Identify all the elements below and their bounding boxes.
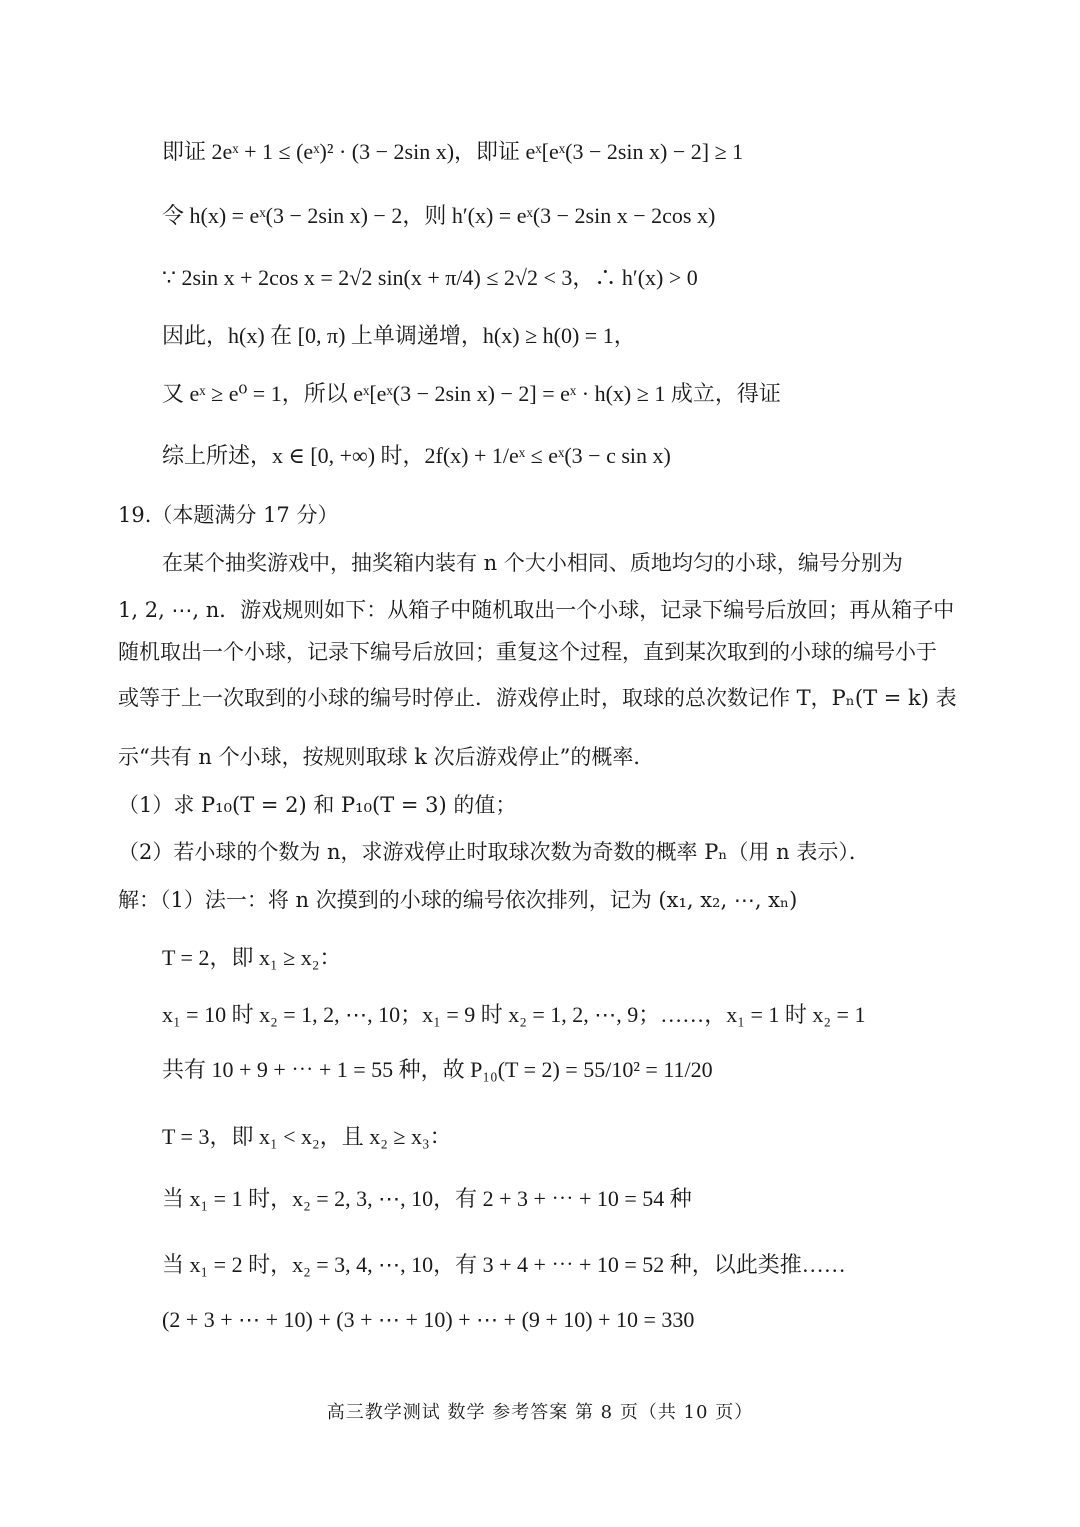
problem-text-2: 1, 2, ⋯, n．游戏规则如下：从箱子中随机取出一个小球，记录下编号后放回；再从箱子中	[118, 598, 955, 622]
problem-text-5: 示“共有 n 个小球，按规则取球 k 次后游戏停止”的概率．	[118, 745, 655, 769]
solution-t3-sum: (2 + 3 + ⋯ + 10) + (3 + ⋯ + 10) + ⋯ + (9 + 10) + 10 = 330	[162, 1307, 695, 1332]
solution-t2-result: 共有 10 + 9 + ⋯ + 1 = 55 种，故 P₁₀(T = 2) = 55/10² = 11/20	[162, 1057, 713, 1082]
proof-line-1: 即证 2eˣ + 1 ≤ (eˣ)² · (3 − 2sin x)，即证 eˣ[eˣ(3 − 2sin x) − 2] ≥ 1	[162, 139, 744, 164]
problem-text-1: 在某个抽奖游戏中，抽奖箱内装有 n 个大小相同、质地均匀的小球，编号分别为	[162, 551, 903, 575]
solution-t3-x1-2: 当 x₁ = 2 时，x₂ = 3, 4, ⋯, 10，有 3 + 4 + ⋯ + 10 = 52 种，以此类推……	[162, 1252, 846, 1277]
page-footer: 高三教学测试 数学 参考答案 第 8 页（共 10 页）	[326, 1402, 754, 1423]
problem-text-3: 随机取出一个小球，记录下编号后放回；重复这个过程，直到某次取到的小球的编号小于	[118, 640, 937, 664]
sub-question-1: （1）求 P₁₀(T = 2) 和 P₁₀(T = 3) 的值；	[118, 793, 517, 817]
proof-line-3: ∵ 2sin x + 2cos x = 2√2 sin(x + π/4) ≤ 2√2 < 3，∴ h′(x) > 0	[162, 265, 698, 290]
sub-question-2: （2）若小球的个数为 n，求游戏停止时取球次数为奇数的概率 Pₙ（用 n 表示）．	[118, 840, 870, 864]
solution-t3-x1-1: 当 x₁ = 1 时，x₂ = 2, 3, ⋯, 10，有 2 + 3 + ⋯ + 10 = 54 种	[162, 1186, 692, 1211]
proof-conclusion: 综上所述，x ∈ [0, +∞) 时，2f(x) + 1/eˣ ≤ eˣ(3 − c sin x)	[162, 443, 671, 468]
proof-line-5: 又 eˣ ≥ e⁰ = 1，所以 eˣ[eˣ(3 − 2sin x) − 2] = eˣ · h(x) ≥ 1 成立，得证	[162, 381, 781, 406]
proof-line-2: 令 h(x) = eˣ(3 − 2sin x) − 2，则 h′(x) = eˣ(3 − 2sin x − 2cos x)	[162, 203, 716, 228]
solution-intro: 解：（1）法一：将 n 次摸到的小球的编号依次排列，记为 (x₁, x₂, ⋯, xₙ)	[118, 888, 798, 912]
problem-text-4: 或等于上一次取到的小球的编号时停止．游戏停止时，取球的总次数记作 T，Pₙ(T = k) 表	[118, 686, 957, 710]
proof-line-4: 因此，h(x) 在 [0, π) 上单调递增，h(x) ≥ h(0) = 1，	[162, 323, 636, 348]
solution-case-t3: T = 3，即 x₁ < x₂，且 x₂ ≥ x₃：	[162, 1124, 452, 1149]
solution-case-t2: T = 2，即 x₁ ≥ x₂：	[162, 945, 342, 970]
solution-t2-cases: x₁ = 10 时 x₂ = 1, 2, ⋯, 10；x₁ = 9 时 x₂ = 1, 2, ⋯, 9；……，x₁ = 1 时 x₂ = 1	[162, 1002, 866, 1027]
question-19-header: 19.（本题满分 17 分）	[118, 503, 339, 527]
